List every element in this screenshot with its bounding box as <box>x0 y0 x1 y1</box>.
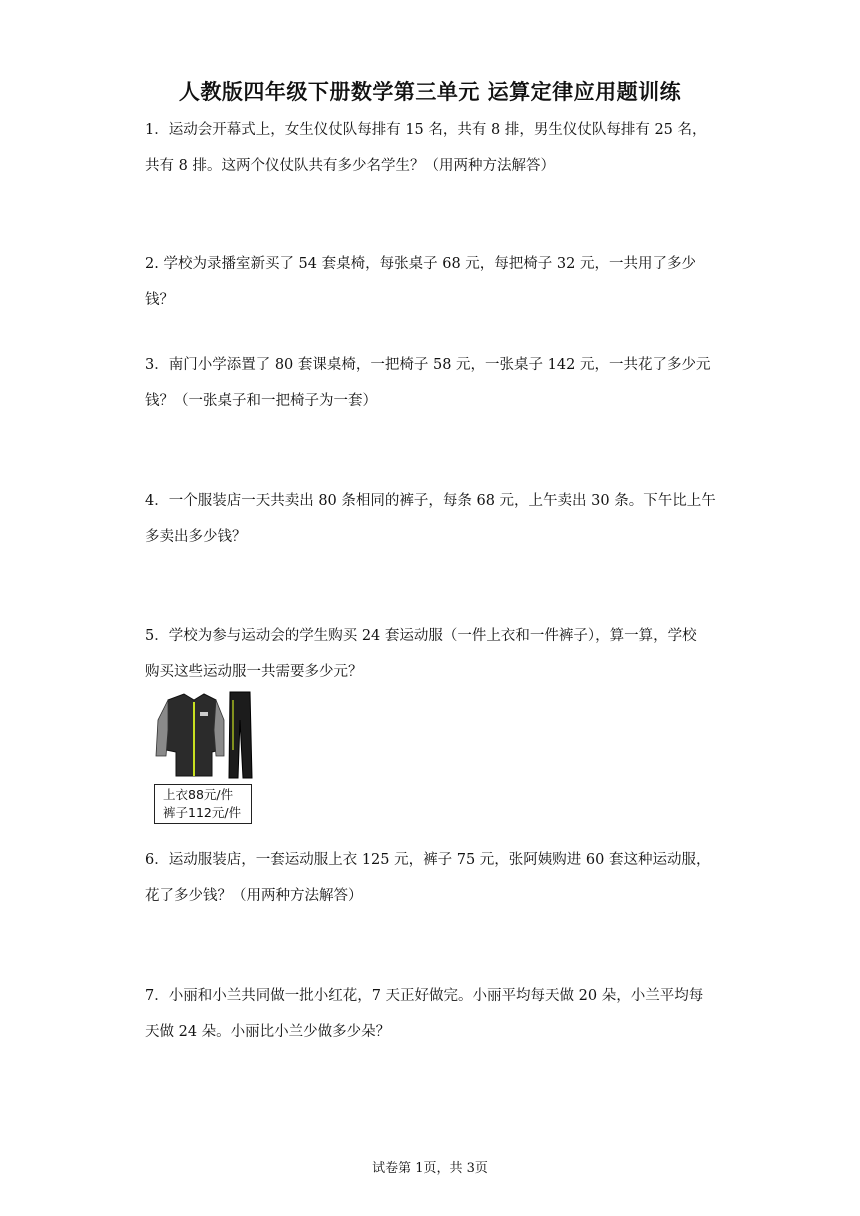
question-5 <box>145 618 720 690</box>
question-2-line-1: 2. 学校为录播室新买了 54 套桌椅，每张桌子 68 元，每把椅子 32 元，一共用了多少钱？ <box>145 256 696 308</box>
jacket-left-sleeve <box>156 700 168 756</box>
question-4 <box>145 483 720 555</box>
question-4-line-1: 4．一个服装店一天共卖出 80 条相同的裤子，每条 68 元，上午卖出 30 条。下午比上午 <box>145 493 716 509</box>
question-6 <box>145 842 720 914</box>
sportswear-figure <box>150 690 260 830</box>
question-3-line-2: 钱？（一张桌子和一把椅子为一套） <box>145 393 377 409</box>
question-7 <box>145 978 720 1050</box>
jacket-price: 上衣88元/件 <box>163 787 234 802</box>
question-1-line-2: 共有 8 排。这两个仪仗队共有多少名学生？（用两种方法解答） <box>145 158 555 174</box>
question-3-line-1: 3．南门小学添置了 80 套课桌椅，一把椅子 58 元，一张桌子 142 元，一共花了多少元 <box>145 357 711 373</box>
page-title: 人教版四年级下册数学第三单元 运算定律应用题训练 <box>178 80 682 104</box>
question-7-line-1: 7．小丽和小兰共同做一批小红花，7 天正好做完。小丽平均每天做 20 朵，小兰平均每 <box>145 988 704 1004</box>
page-footer: 试卷第 1页，共 3页 <box>372 1161 488 1176</box>
jacket-logo <box>200 712 208 716</box>
question-2 <box>145 246 720 318</box>
price-box <box>154 784 252 824</box>
question-4-line-2: 多卖出多少钱？ <box>145 529 247 545</box>
question-5-line-1: 5．学校为参与运动会的学生购买 24 套运动服（一件上衣和一件裤子），算一算，学校 <box>145 628 697 644</box>
question-6-line-1: 6．运动服装店，一套运动服上衣 125 元，裤子 75 元，张阿姨购进 60 套这种运动服， <box>145 852 711 868</box>
question-3 <box>145 347 720 419</box>
question-5-line-2: 购买这些运动服一共需要多少元？ <box>145 664 363 680</box>
pants-price: 裤子112元/件 <box>163 805 242 820</box>
question-7-line-2: 天做 24 朵。小丽比小兰少做多少朵？ <box>145 1024 391 1040</box>
question-1 <box>145 112 720 184</box>
question-6-line-2: 花了多少钱？（用两种方法解答） <box>145 888 363 904</box>
jacket-right-sleeve <box>214 700 224 756</box>
sportswear-image <box>150 690 260 782</box>
question-1-line-1: 1．运动会开幕式上，女生仪仗队每排有 15 名，共有 8 排，男生仪仗队每排有 25 名， <box>145 122 707 138</box>
